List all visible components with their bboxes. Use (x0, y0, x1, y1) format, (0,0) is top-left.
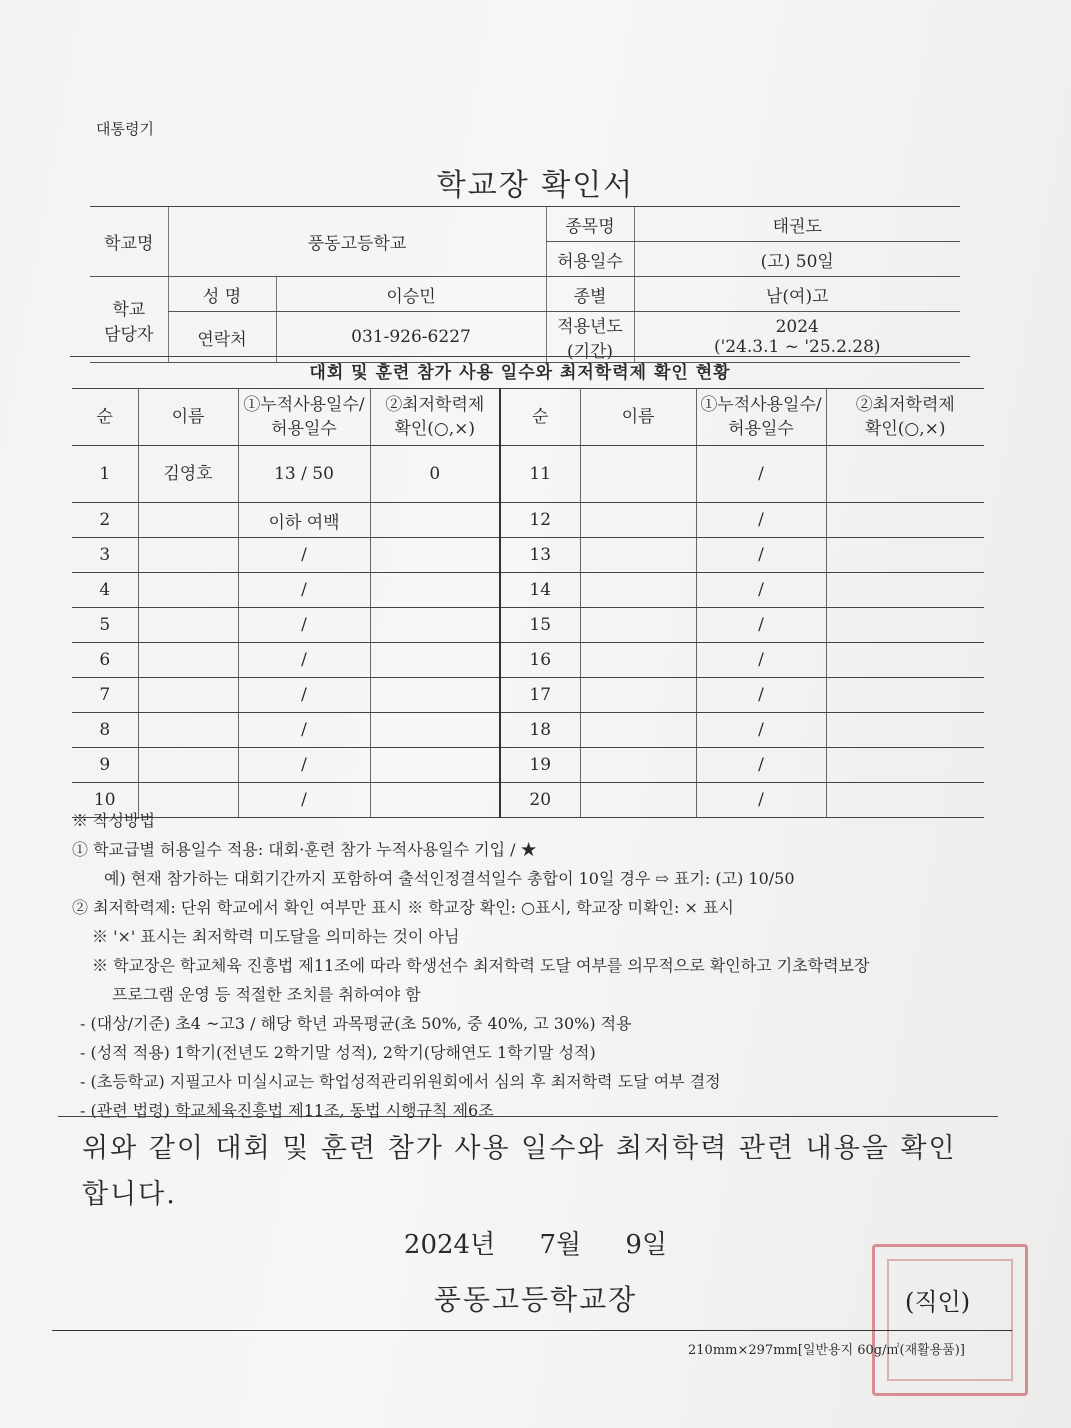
roster-check-cell (370, 643, 500, 678)
table-row (72, 643, 984, 678)
roster-name-cell (138, 608, 238, 643)
roster-name-cell (580, 446, 696, 503)
principal-signature: 풍동고등학교장 (433, 1283, 638, 1316)
roster-seq-cell: 12 (500, 503, 580, 538)
contact-value: 031-926-6227 (276, 312, 546, 363)
header-check: ②최저학력제 확인(○,×) (826, 389, 984, 446)
roster-days-cell: / (238, 573, 370, 608)
year-label: 적용년도 (기간) (546, 312, 634, 363)
roster-days-cell: / (696, 678, 826, 713)
roster-name-cell (138, 748, 238, 783)
note-detail-law: - (관련 법령) 학교체육진흥법 제11조, 동법 시행규칙 제6조 (80, 1101, 494, 1120)
roster-seq-cell: 18 (500, 713, 580, 748)
roster-name-cell (580, 748, 696, 783)
divider (58, 1116, 998, 1117)
header-name: 이름 (580, 389, 696, 446)
document-title: 학교장 확인서 (436, 168, 635, 203)
roster-days-cell: 이하 여백 (238, 503, 370, 538)
roster-check-cell (370, 573, 500, 608)
roster-name-cell (580, 643, 696, 678)
roster-check-cell (370, 748, 500, 783)
roster-table (72, 388, 984, 818)
table-row (72, 503, 984, 538)
roster-seq-cell: 9 (72, 748, 138, 783)
top-label: 대통령기 (96, 120, 154, 138)
roster-days-cell: / (238, 713, 370, 748)
date-year: 2024년 (403, 1230, 496, 1260)
table-row (72, 538, 984, 573)
gender-label: 종별 (546, 277, 634, 312)
roster-name-cell (580, 503, 696, 538)
roster-days-cell: / (696, 538, 826, 573)
roster-days-cell: / (238, 643, 370, 678)
roster-name-cell (580, 713, 696, 748)
roster-name-cell (138, 713, 238, 748)
roster-name-cell (580, 678, 696, 713)
allowed-days-value: (고) 50일 (634, 242, 960, 277)
name-label: 성 명 (168, 277, 276, 312)
school-label: 학교명 (90, 207, 168, 277)
roster-name-cell (138, 643, 238, 678)
roster-name-cell (138, 538, 238, 573)
info-table (90, 206, 960, 363)
roster-check-cell (826, 643, 984, 678)
roster-check-cell (370, 608, 500, 643)
roster-seq-cell: 11 (500, 446, 580, 503)
note-2: ② 최저학력제: 단위 학교에서 확인 여부만 표시 ※ 학교장 확인: ○표시, 학교장 미확인: × 표시 (72, 898, 734, 917)
roster-seq-cell: 5 (72, 608, 138, 643)
paper-spec: 210mm×297mm[일반용지 60g/㎡(재활용품)] (688, 1343, 965, 1358)
roster-days-cell: / (696, 643, 826, 678)
gender-value: 남(여)고 (634, 277, 960, 312)
roster-check-cell (370, 503, 500, 538)
roster-check-cell: 0 (370, 446, 500, 503)
header-seq: 순 (500, 389, 580, 446)
table-row (72, 446, 984, 503)
roster-name-cell (580, 608, 696, 643)
roster-name-cell (138, 573, 238, 608)
roster-days-cell: / (238, 538, 370, 573)
table-row (72, 573, 984, 608)
note-2-sub-a: ※ '×' 표시는 최저학력 미도달을 의미하는 것이 아님 (92, 927, 460, 946)
roster-seq-cell: 13 (500, 538, 580, 573)
note-detail-elementary: - (초등학교) 지필고사 미실시교는 학업성적관리위원회에서 심의 후 최저학력 도달 여부 결정 (80, 1072, 721, 1091)
roster-seq-cell: 14 (500, 573, 580, 608)
year-value: 2024 ('24.3.1 ~ '25.2.28) (634, 312, 960, 363)
roster-days-cell: / (696, 783, 826, 818)
roster-seq-cell: 8 (72, 713, 138, 748)
seal-label: (직인) (905, 1288, 971, 1316)
allowed-days-label: 허용일수 (546, 242, 634, 277)
note-detail-grades: - (성적 적용) 1학기(전년도 2학기말 성적), 2학기(당해연도 1학기말 성적) (80, 1043, 596, 1062)
sport-label: 종목명 (546, 207, 634, 242)
roster-check-cell (826, 538, 984, 573)
roster-seq-cell: 4 (72, 573, 138, 608)
note-2-sub-b-cont: 프로그램 운영 등 적절한 조치를 취하여야 함 (112, 985, 421, 1004)
note-1-example: 예) 현재 참가하는 대회기간까지 포함하여 출석인정결석일수 총합이 10일 경우 ⇨ 표기: (고) 10/50 (104, 869, 795, 888)
note-detail-target: - (대상/기준) 초4 ~고3 / 해당 학년 과목평균(초 50%, 중 40%, 고 30%) 적용 (80, 1014, 632, 1033)
roster-seq-cell: 15 (500, 608, 580, 643)
header-seq: 순 (72, 389, 138, 446)
roster-seq-cell: 6 (72, 643, 138, 678)
header-check: ②최저학력제 확인(○,×) (370, 389, 500, 446)
note-2-sub-b: ※ 학교장은 학교체육 진흥법 제11조에 따라 학생선수 최저학력 도달 여부를 의무적으로 확인하고 기초학력보장 (92, 956, 870, 975)
roster-name-cell (138, 503, 238, 538)
roster-check-cell (826, 446, 984, 503)
roster-check-cell (826, 503, 984, 538)
roster-name-cell (138, 678, 238, 713)
roster-seq-cell: 16 (500, 643, 580, 678)
roster-name-cell: 김영호 (138, 446, 238, 503)
roster-check-cell (370, 678, 500, 713)
roster-check-cell (826, 608, 984, 643)
note-1: ① 학교급별 허용일수 적용: 대회·훈련 참가 누적사용일수 기입 / ★ (72, 840, 537, 859)
contact-label: 연락처 (168, 312, 276, 363)
roster-seq-cell: 20 (500, 783, 580, 818)
roster-check-cell (826, 713, 984, 748)
roster-seq-cell: 10 (72, 783, 138, 818)
roster-seq-cell: 19 (500, 748, 580, 783)
date-day: 9일 (625, 1230, 668, 1260)
section-title: 대회 및 훈련 참가 사용 일수와 최저학력제 확인 현황 (70, 356, 970, 387)
notes-heading: ※ 작성방법 (72, 811, 155, 830)
roster-days-cell: / (696, 446, 826, 503)
roster-seq-cell: 17 (500, 678, 580, 713)
roster-seq-cell: 7 (72, 678, 138, 713)
roster-seq-cell: 3 (72, 538, 138, 573)
table-row (72, 748, 984, 783)
roster-seq-cell: 2 (72, 503, 138, 538)
official-seal-stamp (872, 1244, 1028, 1396)
header-days: ①누적사용일수/ 허용일수 (696, 389, 826, 446)
roster-days-cell: / (238, 783, 370, 818)
name-value: 이승민 (276, 277, 546, 312)
roster-header-row (72, 389, 984, 446)
writing-notes (72, 806, 1002, 1125)
header-days: ①누적사용일수/ 허용일수 (238, 389, 370, 446)
roster-seq-cell: 1 (72, 446, 138, 503)
roster-check-cell (826, 678, 984, 713)
roster-check-cell (826, 748, 984, 783)
staff-label: 학교 담당자 (90, 277, 168, 363)
footer-divider (52, 1330, 1012, 1331)
roster-check-cell (826, 573, 984, 608)
confirmation-text: 위와 같이 대회 및 훈련 참가 사용 일수와 최저학력 관련 내용을 확인합니다. (82, 1133, 957, 1210)
roster-days-cell: / (238, 608, 370, 643)
sport-value: 태권도 (634, 207, 960, 242)
roster-name-cell (580, 538, 696, 573)
roster-check-cell (370, 538, 500, 573)
table-row (72, 608, 984, 643)
roster-days-cell: 13 / 50 (238, 446, 370, 503)
roster-name-cell (580, 573, 696, 608)
table-row (72, 678, 984, 713)
header-name: 이름 (138, 389, 238, 446)
roster-check-cell (370, 713, 500, 748)
roster-days-cell: / (238, 678, 370, 713)
roster-days-cell: / (696, 503, 826, 538)
school-name: 풍동고등학교 (168, 207, 546, 277)
date-month: 7월 (539, 1230, 582, 1260)
table-row (72, 713, 984, 748)
roster-days-cell: / (238, 748, 370, 783)
roster-days-cell: / (696, 748, 826, 783)
roster-days-cell: / (696, 573, 826, 608)
roster-days-cell: / (696, 713, 826, 748)
roster-days-cell: / (696, 608, 826, 643)
